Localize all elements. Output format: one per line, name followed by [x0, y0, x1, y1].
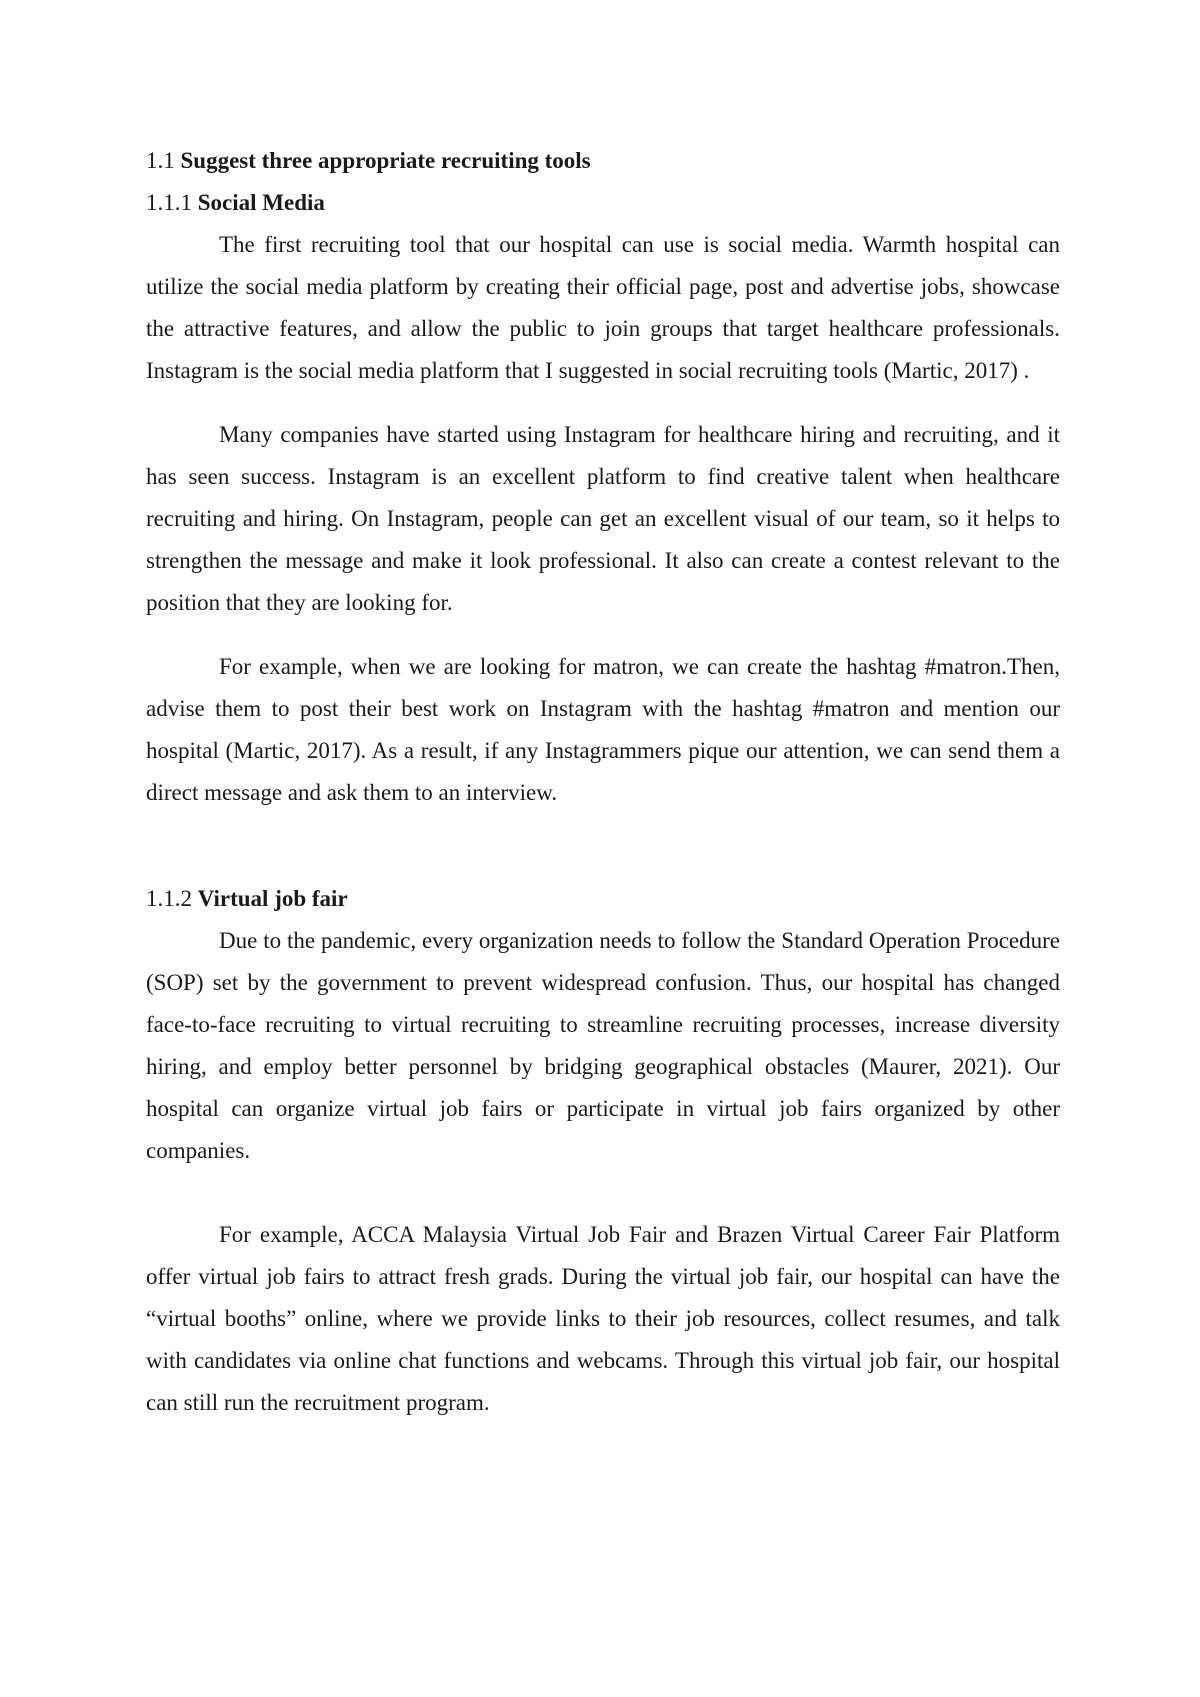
subsection-title: Virtual job fair	[197, 886, 348, 911]
paragraph: For example, when we are looking for matron, we can create the hashtag #matron.Then, advise them to post their best work on Instagram with the hashtag #matron and mention our hospital (Martic, 2017). As a result, if any Instagrammers pique our attention, we can send them a direct message and ask them to an interview.	[146, 654, 1060, 805]
section-heading	[146, 140, 1060, 182]
subsection-heading-virtual-job-fair	[146, 878, 1060, 920]
paragraph: Due to the pandemic, every organization needs to follow the Standard Operation Procedure (SOP) set by the government to prevent widespread confusion. Thus, our hospital has changed face-to-face recruiting to virtual recruiting to streamline recruiting processes, increase diversity hiring, and employ better personnel by bridging geographical obstacles (Maurer, 2021). Our hospital can organize virtual job fairs or participate in virtual job fairs organized by other companies.	[146, 928, 1060, 1163]
subsection-number: 1.1.1	[146, 190, 192, 215]
subsection-number: 1.1.2	[146, 886, 192, 911]
subsection-title: Social Media	[197, 190, 325, 215]
subsection-heading-social-media	[146, 182, 1060, 224]
section-title: Suggest three appropriate recruiting tools	[180, 148, 591, 173]
paragraph: The first recruiting tool that our hospital can use is social media. Warmth hospital can utilize the social media platform by creating their official page, post and advertise jobs, showcase the attractive features, and allow the public to join groups that target healthcare professionals. Instagram is the social media platform that I suggested in social recruiting tools (Martic, 2017) .	[146, 232, 1060, 383]
section-number: 1.1	[146, 148, 175, 173]
paragraph: Many companies have started using Instagram for healthcare hiring and recruiting, and it has seen success. Instagram is an excellent platform to find creative talent when healthcare recruiting and hiring. On Instagram, people can get an excellent visual of our team, so it helps to strengthen the message and make it look professional. It also can create a contest relevant to the position that they are looking for.	[146, 422, 1060, 615]
paragraph: For example, ACCA Malaysia Virtual Job Fair and Brazen Virtual Career Fair Platform offer virtual job fairs to attract fresh grads. During the virtual job fair, our hospital can have the “virtual booths” online, where we provide links to their job resources, collect resumes, and talk with candidates via online chat functions and webcams. Through this virtual job fair, our hospital can still run the recruitment program.	[146, 1222, 1060, 1415]
document-page	[146, 140, 1060, 1424]
